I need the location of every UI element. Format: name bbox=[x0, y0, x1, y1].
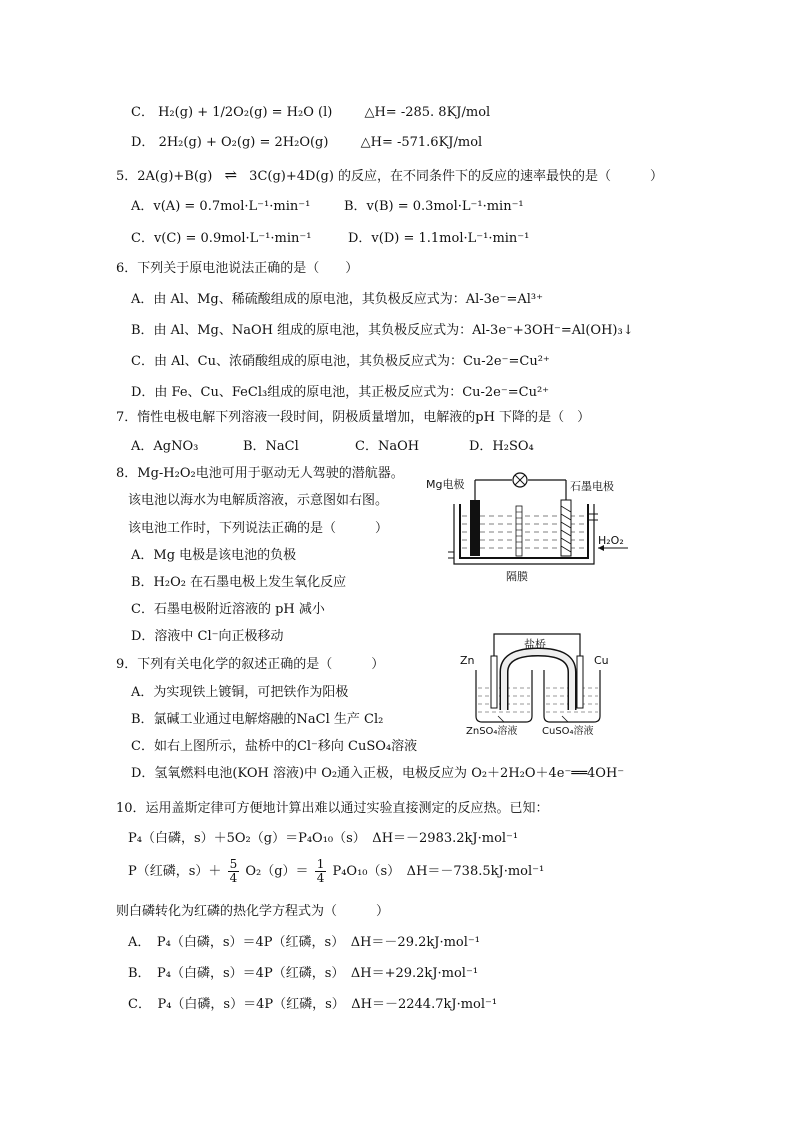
q9-stem: 9．下列有关电化学的叙述正确的是（ ） bbox=[116, 657, 385, 672]
q8-stem-line1: 8．Mg-H₂O₂电池可用于驱动无人驾驶的潜航器。 bbox=[116, 466, 404, 481]
graphite-electrode-label: 石墨电极 bbox=[570, 480, 614, 493]
h2o2-label: H₂O₂ bbox=[598, 534, 624, 547]
q9-option-c: C．如右上图所示，盐桥中的Cl⁻移向 CuSO₄溶液 bbox=[131, 739, 418, 754]
q7-option-d: D．H₂SO₄ bbox=[469, 439, 534, 454]
q10-option-c: C． P₄（白磷，s）＝4P（红磷，s） ΔH＝－2244.7kJ·mol⁻¹ bbox=[128, 997, 498, 1012]
numerator: 1 bbox=[316, 857, 325, 871]
denominator: 4 bbox=[229, 871, 238, 885]
equilibrium-arrow-icon: ⇌ bbox=[224, 166, 238, 184]
mg-electrode bbox=[470, 500, 480, 556]
q8-stem-line3: 该电池工作时，下列说法正确的是（ ） bbox=[128, 521, 389, 536]
enthalpy: △H= -285. 8KJ/mol bbox=[364, 105, 491, 120]
q8-option-b: B．H₂O₂ 在石墨电极上发生氧化反应 bbox=[131, 575, 347, 590]
denominator: 4 bbox=[316, 871, 325, 885]
membrane bbox=[516, 506, 522, 556]
salt-bridge-label: 盐桥 bbox=[524, 638, 546, 651]
numerator: 5 bbox=[229, 857, 238, 871]
cu-electrode bbox=[577, 656, 583, 708]
eq2-part-b: O₂（g）＝ bbox=[245, 864, 309, 879]
q7-option-c: C．NaOH bbox=[355, 439, 420, 454]
q6-option-a: A．由 Al、Mg、稀硫酸组成的原电池，其负极反应式为：Al-3e⁻=Al³⁺ bbox=[131, 292, 543, 307]
cuso4-label: CuSO₄溶液 bbox=[542, 726, 594, 737]
q5-option-a: A．v(A) = 0.7mol·L⁻¹·min⁻¹ bbox=[131, 199, 311, 214]
graphite-electrode bbox=[561, 500, 571, 556]
equation: 2H₂(g) + O₂(g) = 2H₂O(g) bbox=[158, 135, 329, 150]
q6-stem: 6．下列关于原电池说法正确的是（ ） bbox=[116, 261, 359, 276]
q7-stem: 7．惰性电极电解下列溶液一段时间，阴极质量增加，电解液的pH 下降的是（ ） bbox=[116, 410, 591, 425]
q7-option-a: A．AgNO₃ bbox=[131, 439, 199, 454]
eq2-part-a: P（红磷，s）＋ bbox=[128, 864, 222, 879]
q5-stem bbox=[116, 166, 663, 186]
membrane-label: 隔膜 bbox=[506, 570, 528, 583]
q7-option-b: B．NaCl bbox=[243, 439, 299, 454]
q4-option-d bbox=[131, 134, 482, 152]
cu-label: Cu bbox=[594, 654, 609, 667]
q10-option-b: B． P₄（白磷，s）＝4P（红磷，s） ΔH＝+29.2kJ·mol⁻¹ bbox=[128, 966, 479, 981]
enthalpy: △H= -571.6KJ/mol bbox=[360, 135, 483, 150]
option-label: D． bbox=[131, 135, 155, 150]
q10-option-a: A． P₄（白磷，s）＝4P（红磷，s） ΔH＝－29.2kJ·mol⁻¹ bbox=[128, 935, 480, 950]
bulb-icon bbox=[513, 473, 527, 487]
q8-option-a: A．Mg 电极是该电池的负极 bbox=[131, 548, 297, 563]
q5-option-d: D．v(D) = 1.1mol·L⁻¹·min⁻¹ bbox=[348, 231, 530, 246]
q10-equation-2 bbox=[128, 858, 544, 886]
equation: H₂(g) + 1/2O₂(g) = H₂O (l) bbox=[158, 105, 333, 120]
q4-option-c bbox=[131, 104, 490, 122]
q5-option-c: C．v(C) = 0.9mol·L⁻¹·min⁻¹ bbox=[131, 231, 312, 246]
mg-h2o2-battery-diagram bbox=[420, 466, 630, 588]
q9-option-d: D．氢氧燃料电池(KOH 溶液)中 O₂通入正极，电极反应为 O₂＋2H₂O＋4e⁻══4OH⁻ bbox=[131, 766, 625, 781]
mg-electrode-label: Mg电极 bbox=[426, 478, 465, 491]
zn-label: Zn bbox=[460, 654, 475, 667]
q10-stem: 10．运用盖斯定律可方便地计算出难以通过实验直接测定的反应热。已知： bbox=[116, 801, 549, 816]
q6-option-b: B．由 Al、Mg、NaOH 组成的原电池，其负极反应式为：Al-3e⁻+3OH⁻=Al(OH)₃↓ bbox=[131, 323, 634, 338]
znso4-label: ZnSO₄溶液 bbox=[466, 726, 518, 737]
fraction-five-fourths bbox=[228, 858, 240, 885]
q8-option-c: C．石墨电极附近溶液的 pH 减小 bbox=[131, 602, 325, 617]
q6-option-d: D．由 Fe、Cu、FeCl₃组成的原电池，其正极反应式为：Cu-2e⁻=Cu²⁺ bbox=[131, 385, 550, 400]
zn-electrode bbox=[491, 656, 497, 708]
q9-option-b: B．氯碱工业通过电解熔融的NaCl 生产 Cl₂ bbox=[131, 712, 384, 727]
q10-equation-1: P₄（白磷，s）＋5O₂（g）＝P₄O₁₀（s） ΔH＝－2983.2kJ·mol⁻¹ bbox=[128, 831, 519, 846]
q6-option-c: C．由 Al、Cu、浓硝酸组成的原电池，其负极反应式为：Cu-2e⁻=Cu²⁺ bbox=[131, 354, 550, 369]
q9-option-a: A．为实现铁上镀铜，可把铁作为阳极 bbox=[131, 685, 349, 700]
salt-bridge-cell-diagram bbox=[458, 630, 628, 740]
q10-ask: 则白磷转化为红磷的热化学方程式为（ ） bbox=[116, 904, 390, 919]
q8-option-d: D．溶液中 Cl⁻向正极移动 bbox=[131, 629, 284, 644]
eq2-part-c: P₄O₁₀（s） ΔH＝－738.5kJ·mol⁻¹ bbox=[332, 864, 545, 879]
option-label: C． bbox=[131, 105, 154, 120]
stem-prefix: 5．2A(g)+B(g) bbox=[116, 169, 213, 184]
q5-option-b: B．v(B) = 0.3mol·L⁻¹·min⁻¹ bbox=[344, 199, 524, 214]
q8-stem-line2: 该电池以海水为电解质溶液，示意图如右图。 bbox=[128, 493, 389, 508]
fraction-one-fourth bbox=[315, 858, 327, 885]
stem-suffix: 3C(g)+4D(g) 的反应，在不同条件下的反应的速率最快的是（ ） bbox=[249, 169, 664, 184]
